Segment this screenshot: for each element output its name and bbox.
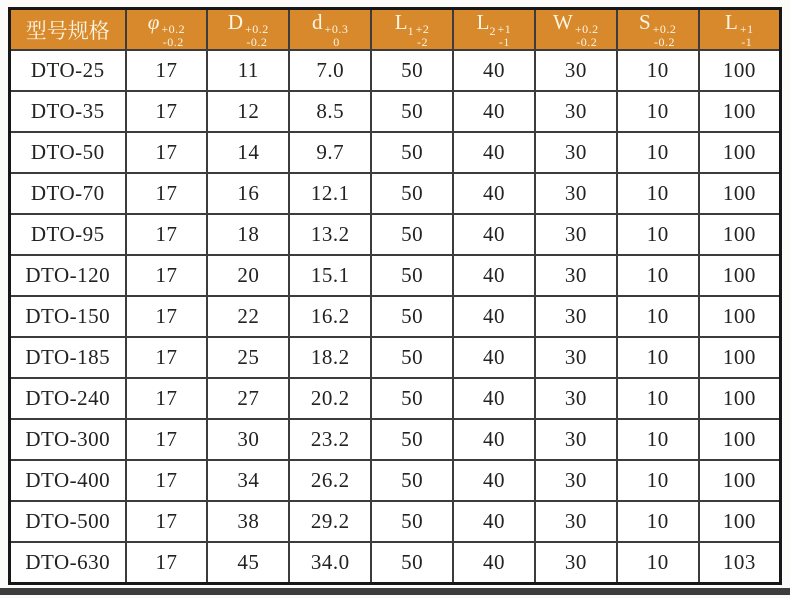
value-cell: 50 (371, 501, 453, 542)
value-cell: 17 (126, 542, 208, 583)
value-cell: 10 (617, 542, 699, 583)
header-base-subscript: 2 (489, 24, 496, 38)
value-cell: 30 (535, 419, 617, 460)
value-cell: 8.5 (289, 91, 371, 132)
value-cell: 26.2 (289, 460, 371, 501)
value-cell: 40 (453, 91, 535, 132)
tolerance-upper: +0.2 (574, 22, 599, 36)
value-cell: 12.1 (289, 173, 371, 214)
col-header-l1 (371, 9, 453, 51)
value-cell: 16 (207, 173, 289, 214)
value-cell: 100 (699, 460, 781, 501)
tolerance-stack (325, 23, 349, 49)
value-cell: 30 (535, 460, 617, 501)
value-cell: 17 (126, 296, 208, 337)
value-cell: 10 (617, 50, 699, 91)
table-row (10, 296, 781, 337)
value-cell: 100 (699, 50, 781, 91)
model-cell: DTO-150 (10, 296, 126, 337)
model-cell: DTO-120 (10, 255, 126, 296)
value-cell: 17 (126, 132, 208, 173)
tolerance-stack (416, 23, 430, 49)
value-cell: 100 (699, 419, 781, 460)
col-header-phi (126, 9, 208, 51)
header-symbol-s: S (638, 10, 651, 34)
value-cell: 100 (699, 255, 781, 296)
value-cell: 10 (617, 460, 699, 501)
table-row (10, 91, 781, 132)
value-cell: 50 (371, 378, 453, 419)
table-row (10, 50, 781, 91)
value-cell: 10 (617, 378, 699, 419)
header-symbol-l1: L (394, 10, 408, 34)
value-cell: 100 (699, 337, 781, 378)
value-cell: 34.0 (289, 542, 371, 583)
value-cell: 30 (535, 91, 617, 132)
value-cell: 40 (453, 501, 535, 542)
value-cell: 40 (453, 173, 535, 214)
col-header-l (699, 9, 781, 51)
model-cell: DTO-240 (10, 378, 126, 419)
model-cell: DTO-95 (10, 214, 126, 255)
model-cell: DTO-35 (10, 91, 126, 132)
value-cell: 14 (207, 132, 289, 173)
value-cell: 17 (126, 50, 208, 91)
value-cell: 38 (207, 501, 289, 542)
tolerance-upper: +0.3 (324, 22, 349, 36)
value-cell: 34 (207, 460, 289, 501)
value-cell: 30 (535, 378, 617, 419)
header-symbol-phi: φ (147, 10, 160, 34)
tolerance-stack (740, 23, 754, 49)
value-cell: 17 (126, 460, 208, 501)
value-cell: 20.2 (289, 378, 371, 419)
value-cell: 12 (207, 91, 289, 132)
value-cell: 100 (699, 378, 781, 419)
value-cell: 10 (617, 132, 699, 173)
tolerance-lower: -1 (741, 35, 753, 50)
col-header-small-d (289, 9, 371, 51)
col-header-s (617, 9, 699, 51)
value-cell: 50 (371, 337, 453, 378)
col-header-w (535, 9, 617, 51)
model-cell: DTO-50 (10, 132, 126, 173)
tolerance-lower: -1 (498, 35, 510, 50)
value-cell: 100 (699, 91, 781, 132)
value-cell: 16.2 (289, 296, 371, 337)
value-cell: 30 (535, 296, 617, 337)
value-cell: 17 (126, 91, 208, 132)
model-cell: DTO-185 (10, 337, 126, 378)
model-cell: DTO-300 (10, 419, 126, 460)
value-cell: 100 (699, 132, 781, 173)
value-cell: 30 (535, 132, 617, 173)
value-cell: 40 (453, 460, 535, 501)
value-cell: 7.0 (289, 50, 371, 91)
tolerance-stack (575, 23, 599, 49)
tolerance-stack (497, 23, 511, 49)
value-cell: 20 (207, 255, 289, 296)
value-cell: 45 (207, 542, 289, 583)
table-header (10, 9, 781, 51)
tolerance-upper: +1 (497, 22, 512, 36)
value-cell: 40 (453, 296, 535, 337)
header-base-subscript: 1 (407, 24, 414, 38)
value-cell: 30 (535, 255, 617, 296)
table-row (10, 132, 781, 173)
value-cell: 30 (535, 50, 617, 91)
tolerance-lower: -0.2 (654, 35, 676, 50)
value-cell: 30 (535, 501, 617, 542)
header-symbol-l2: L (476, 10, 490, 34)
value-cell: 15.1 (289, 255, 371, 296)
col-header-model-label: 型号规格 (25, 18, 110, 43)
tolerance-lower: -0.2 (576, 35, 598, 50)
table-row (10, 337, 781, 378)
table-row (10, 255, 781, 296)
model-cell: DTO-500 (10, 501, 126, 542)
value-cell: 10 (617, 501, 699, 542)
value-cell: 17 (126, 501, 208, 542)
value-cell: 50 (371, 296, 453, 337)
value-cell: 9.7 (289, 132, 371, 173)
value-cell: 18 (207, 214, 289, 255)
value-cell: 100 (699, 173, 781, 214)
value-cell: 10 (617, 337, 699, 378)
tolerance-lower: 0 (333, 35, 340, 50)
value-cell: 50 (371, 214, 453, 255)
tolerance-stack (161, 23, 185, 49)
value-cell: 10 (617, 419, 699, 460)
value-cell: 50 (371, 419, 453, 460)
value-cell: 10 (617, 214, 699, 255)
col-header-l2 (453, 9, 535, 51)
value-cell: 40 (453, 337, 535, 378)
value-cell: 30 (535, 337, 617, 378)
value-cell: 22 (207, 296, 289, 337)
table-row (10, 378, 781, 419)
value-cell: 50 (371, 132, 453, 173)
value-cell: 18.2 (289, 337, 371, 378)
value-cell: 40 (453, 214, 535, 255)
value-cell: 40 (453, 50, 535, 91)
value-cell: 100 (699, 501, 781, 542)
value-cell: 30 (535, 542, 617, 583)
value-cell: 17 (126, 214, 208, 255)
header-row (10, 9, 781, 51)
tolerance-upper: +0.2 (652, 22, 677, 36)
value-cell: 29.2 (289, 501, 371, 542)
value-cell: 50 (371, 460, 453, 501)
table-row (10, 173, 781, 214)
tolerance-lower: -2 (416, 35, 428, 50)
value-cell: 17 (126, 419, 208, 460)
model-cell: DTO-400 (10, 460, 126, 501)
value-cell: 40 (453, 255, 535, 296)
tolerance-upper: +2 (415, 22, 430, 36)
value-cell: 50 (371, 50, 453, 91)
value-cell: 17 (126, 378, 208, 419)
tolerance-lower: -0.2 (246, 35, 268, 50)
model-cell: DTO-70 (10, 173, 126, 214)
col-header-big-d (207, 9, 289, 51)
value-cell: 50 (371, 255, 453, 296)
value-cell: 100 (699, 214, 781, 255)
value-cell: 30 (535, 214, 617, 255)
value-cell: 50 (371, 173, 453, 214)
value-cell: 30 (535, 173, 617, 214)
value-cell: 103 (699, 542, 781, 583)
header-symbol-l: L (725, 10, 738, 34)
model-cell: DTO-630 (10, 542, 126, 583)
tolerance-upper: +0.2 (245, 22, 269, 36)
value-cell: 10 (617, 255, 699, 296)
value-cell: 17 (126, 173, 208, 214)
value-cell: 23.2 (289, 419, 371, 460)
table-row (10, 419, 781, 460)
value-cell: 40 (453, 542, 535, 583)
header-symbol-big-d: D (227, 10, 243, 34)
value-cell: 10 (617, 296, 699, 337)
tolerance-upper: +0.2 (161, 22, 186, 36)
value-cell: 11 (207, 50, 289, 91)
value-cell: 25 (207, 337, 289, 378)
bottom-divider (0, 588, 790, 595)
value-cell: 40 (453, 378, 535, 419)
table-row (10, 501, 781, 542)
col-header-model (10, 9, 126, 51)
value-cell: 50 (371, 542, 453, 583)
tolerance-lower: -0.2 (162, 35, 184, 50)
value-cell: 13.2 (289, 214, 371, 255)
spec-table (8, 7, 782, 585)
value-cell: 17 (126, 255, 208, 296)
tolerance-upper: +1 (739, 22, 754, 36)
header-symbol-w: W (553, 10, 573, 34)
value-cell: 100 (699, 296, 781, 337)
value-cell: 50 (371, 91, 453, 132)
table-row (10, 542, 781, 583)
model-cell: DTO-25 (10, 50, 126, 91)
value-cell: 40 (453, 132, 535, 173)
value-cell: 30 (207, 419, 289, 460)
value-cell: 17 (126, 337, 208, 378)
tolerance-stack (245, 23, 269, 49)
value-cell: 27 (207, 378, 289, 419)
table-body (10, 50, 781, 583)
header-symbol-small-d: d (312, 10, 323, 34)
value-cell: 10 (617, 173, 699, 214)
table-row (10, 460, 781, 501)
tolerance-stack (653, 23, 677, 49)
table-row (10, 214, 781, 255)
value-cell: 10 (617, 91, 699, 132)
value-cell: 40 (453, 419, 535, 460)
